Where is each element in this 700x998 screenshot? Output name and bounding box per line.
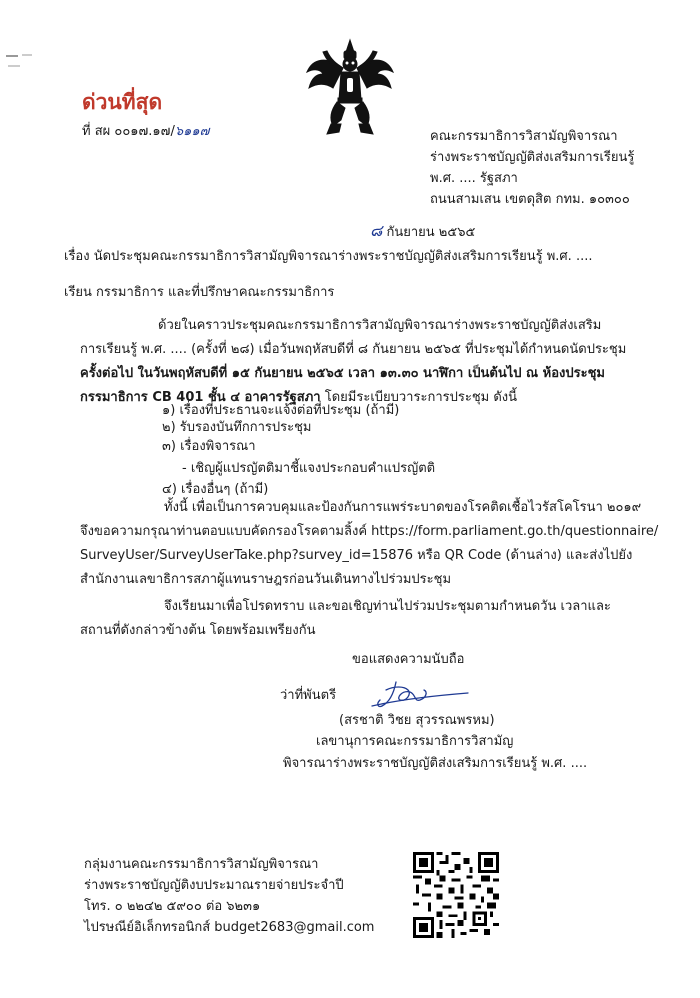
sender-address <box>430 126 634 210</box>
sender-line: ร่างพระราชบัญญัติส่งเสริมการเรียนรู้ <box>430 150 635 165</box>
garuda-emblem-icon <box>305 38 395 136</box>
signatory-rank: ว่าที่พันตรี <box>280 688 337 703</box>
body-line: ด้วยในคราวประชุมคณะกรรมาธิการวิสามัญพิจารณาร่างพระราชบัญญัติส่งเสริม <box>158 318 602 333</box>
agenda-item: ๒) รับรองบันทึกการประชุม <box>162 420 312 435</box>
footer-line: โทร. ๐ ๒๒๔๒ ๕๙๐๐ ต่อ ๖๒๓๑ <box>84 899 261 914</box>
footer-line: กลุ่มงานคณะกรรมาธิการวิสามัญพิจารณา <box>84 857 319 872</box>
recipient-line: เรียน กรรมาธิการ และที่ปรึกษาคณะกรรมาธิการ <box>64 285 335 300</box>
body-line: สถานที่ดังกล่าวข้างต้น โดยพร้อมเพรียงกัน <box>80 623 316 638</box>
handwritten-signature <box>368 676 470 712</box>
footer-line: ร่างพระราชบัญญัติงบประมาณรายจ่ายประจำปี <box>84 878 344 893</box>
body-paragraph-1 <box>80 314 628 410</box>
body-paragraph-2 <box>80 496 659 592</box>
margin-marks <box>4 50 36 74</box>
closing-text: ขอแสดงความนับถือ <box>352 652 465 667</box>
agenda-item: ๓) เรื่องพิจารณา <box>162 439 256 454</box>
body-line-bold: กรรมาธิการ CB 401 ชั้น ๔ อาคารรัฐสภา <box>80 390 321 405</box>
reference-handwritten: ๖๑๑๗ <box>174 124 210 139</box>
body-line: การเรียนรู้ พ.ศ. .... (ครั้งที่ ๒๘) เมื่อวันพฤหัสบดีที่ ๘ กันยายน ๒๕๖๕ ที่ประชุมได้กำหนดนัดประชุม <box>80 342 627 357</box>
subject-line: เรื่อง นัดประชุมคณะกรรมาธิการวิสามัญพิจารณาร่างพระราชบัญญัติส่งเสริมการเรียนรู้ พ.ศ. .... <box>64 249 593 264</box>
urgent-stamp: ด่วนที่สุด <box>82 90 163 114</box>
agenda-subitem: - เชิญผู้แปรญัตติมาชี้แจงประกอบคำแปรญัตติ <box>182 461 436 476</box>
footer-contact <box>84 854 374 938</box>
date-text: กันยายน ๒๕๖๕ <box>386 225 476 240</box>
sender-line: ถนนสามเสน เขตดุสิต กทม. ๑๐๓๐๐ <box>430 192 630 207</box>
body-line: สำนักงานเลขาธิการสภาผู้แทนราษฎรก่อนวันเดินทางไปร่วมประชุม <box>80 572 452 587</box>
body-line: ทั้งนี้ เพื่อเป็นการควบคุมและป้องกันการแพร่ระบาดของโรคติดเชื้อไวรัสโคโรนา ๒๐๑๙ <box>164 500 642 515</box>
signatory-title: พิจารณาร่างพระราชบัญญัติส่งเสริมการเรียนรู้ พ.ศ. .... <box>283 756 588 771</box>
agenda-item: ๔) เรื่องอื่นๆ (ถ้ามี) <box>162 482 269 497</box>
sender-line: พ.ศ. .... รัฐสภา <box>430 171 518 186</box>
reference-prefix: ที่ สผ ๐๐๑๗.๑๗/ <box>82 124 175 139</box>
agenda-item: ๑) เรื่องที่ประธานจะแจ้งต่อที่ประชุม (ถ้ามี) <box>162 403 400 418</box>
qr-code-icon[interactable] <box>413 852 499 938</box>
body-line: จึงเรียนมาเพื่อโปรดทราบ และขอเชิญท่านไปร่วมประชุมตามกำหนดวัน เวลาและ <box>164 599 611 614</box>
body-line: จึงขอความกรุณาท่านตอบแบบคัดกรองโรคตามลิ้งค์ https://form.parliament.go.th/questionnaire/ <box>80 524 659 539</box>
body-line: โดยมีระเบียบวาระการประชุม ดังนี้ <box>320 390 518 405</box>
footer-line: ไปรษณีย์อิเล็กทรอนิกส์ budget2683@gmail.com <box>84 920 375 935</box>
body-line: SurveyUser/SurveyUserTake.php?survey_id=15876 หรือ QR Code (ด้านล่าง) และส่งไปยัง <box>80 548 633 563</box>
signatory-name: (สรชาติ วิชย สุวรรณพรหม) <box>339 713 495 728</box>
date-day-handwritten: ๘ <box>370 221 383 240</box>
sender-line: คณะกรรมาธิการวิสามัญพิจารณา <box>430 129 618 144</box>
signatory-title: เลขานุการคณะกรรมาธิการวิสามัญ <box>316 734 514 749</box>
letter-date <box>370 221 475 241</box>
body-paragraph-3 <box>80 595 628 643</box>
body-line-bold: ครั้งต่อไป ในวันพฤหัสบดีที่ ๑๕ กันยายน ๒๕๖๕ เวลา ๑๓.๓๐ นาฬิกา เป็นต้นไป ณ ห้องประชุม <box>80 366 605 381</box>
reference-number <box>82 124 209 140</box>
